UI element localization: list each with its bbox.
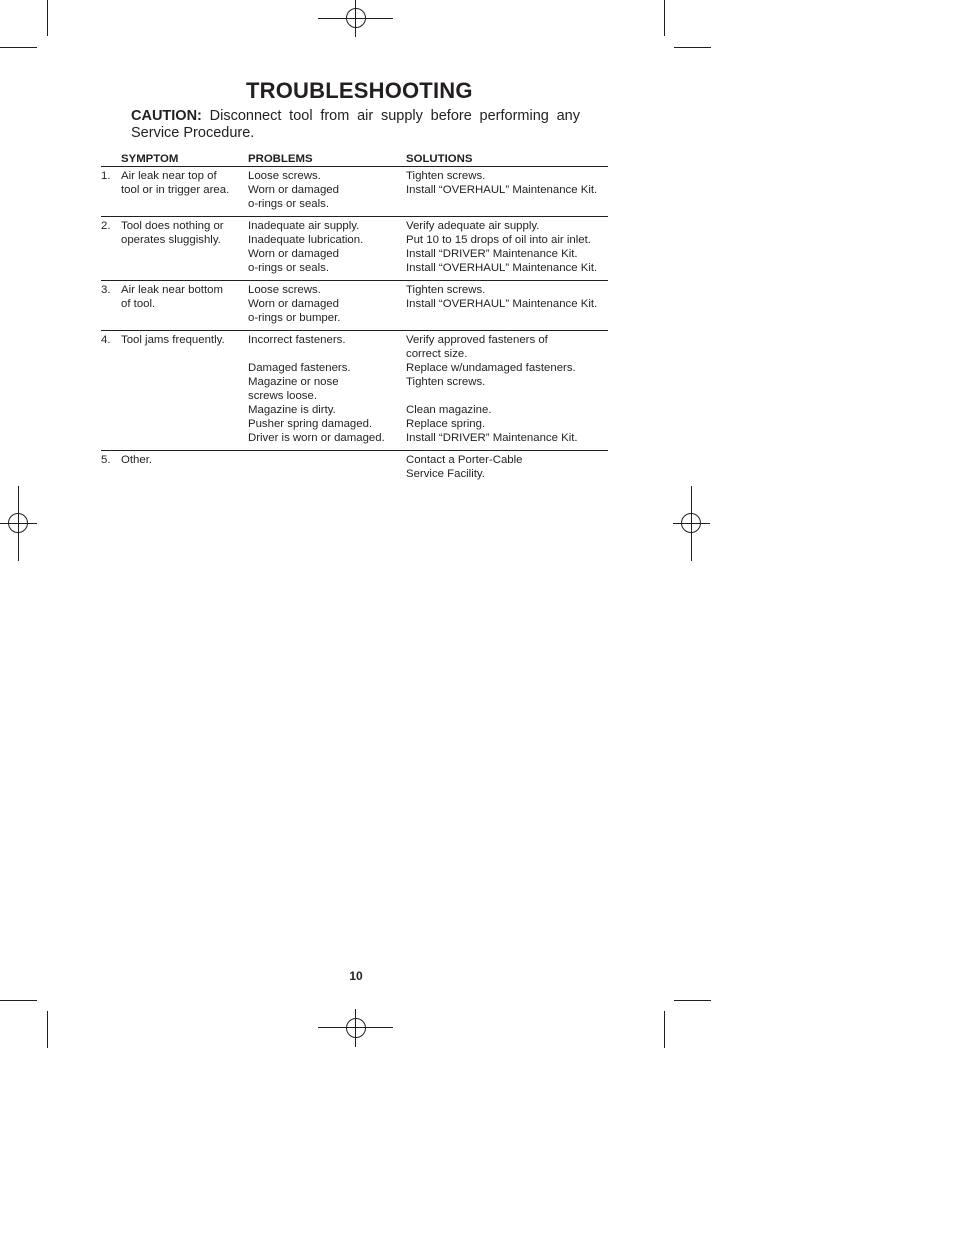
solutions-cell <box>406 331 608 451</box>
table-row <box>101 451 608 487</box>
symptom-cell <box>121 217 248 281</box>
crop-mark <box>0 47 37 48</box>
cell-line: Pusher spring damaged. <box>248 418 373 430</box>
cell-line: Install “OVERHAUL” Maintenance Kit. <box>406 262 598 274</box>
solutions-cell <box>406 217 608 281</box>
cell-line: o-rings or bumper. <box>248 312 341 324</box>
cell-line: Magazine is dirty. <box>248 404 336 416</box>
problems-cell <box>248 217 406 281</box>
cell-line <box>406 389 608 403</box>
table-header-row <box>101 150 608 167</box>
cell-line: Install “DRIVER” Maintenance Kit. <box>406 432 578 444</box>
cell-line: Air leak near bottom <box>121 284 223 296</box>
cell-line: correct size. <box>406 348 468 360</box>
problems-cell <box>248 331 406 451</box>
solutions-header: SOLUTIONS <box>406 150 608 167</box>
cell-line: Install “OVERHAUL” Maintenance Kit. <box>406 184 598 196</box>
cell-line: Tighten screws. <box>406 284 486 296</box>
solutions-cell <box>406 281 608 331</box>
problems-cell <box>248 167 406 217</box>
page-number: 10 <box>349 969 363 983</box>
cell-line: Replace spring. <box>406 418 486 430</box>
cell-line: Other. <box>121 454 153 466</box>
crop-mark <box>47 0 48 36</box>
cell-line: o-rings or seals. <box>248 198 330 210</box>
cell-line: tool or in trigger area. <box>121 184 230 196</box>
symptom-cell <box>121 331 248 451</box>
cell-line: Magazine or nose <box>248 376 339 388</box>
cell-line: Tighten screws. <box>406 376 486 388</box>
row-number: 5. <box>101 454 111 466</box>
cell-line: Air leak near top of <box>121 170 217 182</box>
cell-line <box>248 347 406 361</box>
cell-line: Loose screws. <box>248 170 321 182</box>
caution-note <box>131 108 580 142</box>
row-number: 4. <box>101 331 121 451</box>
cell-line: Verify adequate air supply. <box>406 220 540 232</box>
solutions-cell <box>406 167 608 217</box>
crop-mark <box>47 1011 48 1048</box>
troubleshooting-table <box>101 150 608 486</box>
symptom-cell <box>121 451 248 487</box>
cell-line: Loose screws. <box>248 284 321 296</box>
solutions-cell <box>406 451 608 487</box>
page-title: TROUBLESHOOTING <box>246 78 473 103</box>
symptom-cell <box>121 281 248 331</box>
cell-line: Service Facility. <box>406 468 485 480</box>
row-number: 1. <box>101 167 121 217</box>
cell-line: Driver is worn or damaged. <box>248 432 385 444</box>
cell-line: o-rings or seals. <box>248 262 330 274</box>
cell-line: Tool jams frequently. <box>121 334 225 346</box>
crop-mark <box>674 47 711 48</box>
symptom-cell <box>121 167 248 217</box>
cell-line: screws loose. <box>248 390 318 402</box>
cell-line: of tool. <box>121 298 156 310</box>
cell-line: Tool does nothing or <box>121 220 224 232</box>
problems-header: PROBLEMS <box>248 150 406 167</box>
crop-mark <box>664 0 665 36</box>
row-number: 3. <box>101 281 121 331</box>
table-row <box>101 217 608 281</box>
caution-label: CAUTION: <box>131 108 202 124</box>
cell-line: Worn or damaged <box>248 184 339 196</box>
caution-text: Disconnect tool from air supply before performing any Service Procedure. <box>131 108 581 141</box>
cell-line: Install “OVERHAUL” Maintenance Kit. <box>406 298 598 310</box>
cell-line: operates sluggishly. <box>121 234 221 246</box>
table-row <box>101 281 608 331</box>
cell-line: Inadequate lubrication. <box>248 234 364 246</box>
table-row <box>101 167 608 217</box>
cell-line: Verify approved fasteners of <box>406 334 548 346</box>
cell-line: Worn or damaged <box>248 248 339 260</box>
crop-mark <box>664 1011 665 1048</box>
table-body <box>101 167 608 487</box>
crop-mark <box>674 1000 711 1001</box>
cell-line: Worn or damaged <box>248 298 339 310</box>
cell-line: Replace w/undamaged fasteners. <box>406 362 576 374</box>
problems-cell <box>248 451 406 487</box>
cell-line: Inadequate air supply. <box>248 220 360 232</box>
cell-line: Incorrect fasteners. <box>248 334 346 346</box>
cell-line: Damaged fasteners. <box>248 362 351 374</box>
cell-line: Install “DRIVER” Maintenance Kit. <box>406 248 578 260</box>
cell-line: Contact a Porter-Cable <box>406 454 523 466</box>
problems-cell <box>248 281 406 331</box>
row-number: 2. <box>101 217 121 281</box>
cell-line: Tighten screws. <box>406 170 486 182</box>
table-row <box>101 331 608 451</box>
cell-line: Clean magazine. <box>406 404 492 416</box>
crop-mark <box>0 1000 37 1001</box>
symptom-header: SYMPTOM <box>121 150 248 167</box>
number-header <box>101 150 121 167</box>
cell-line: Put 10 to 15 drops of oil into air inlet. <box>406 234 591 246</box>
